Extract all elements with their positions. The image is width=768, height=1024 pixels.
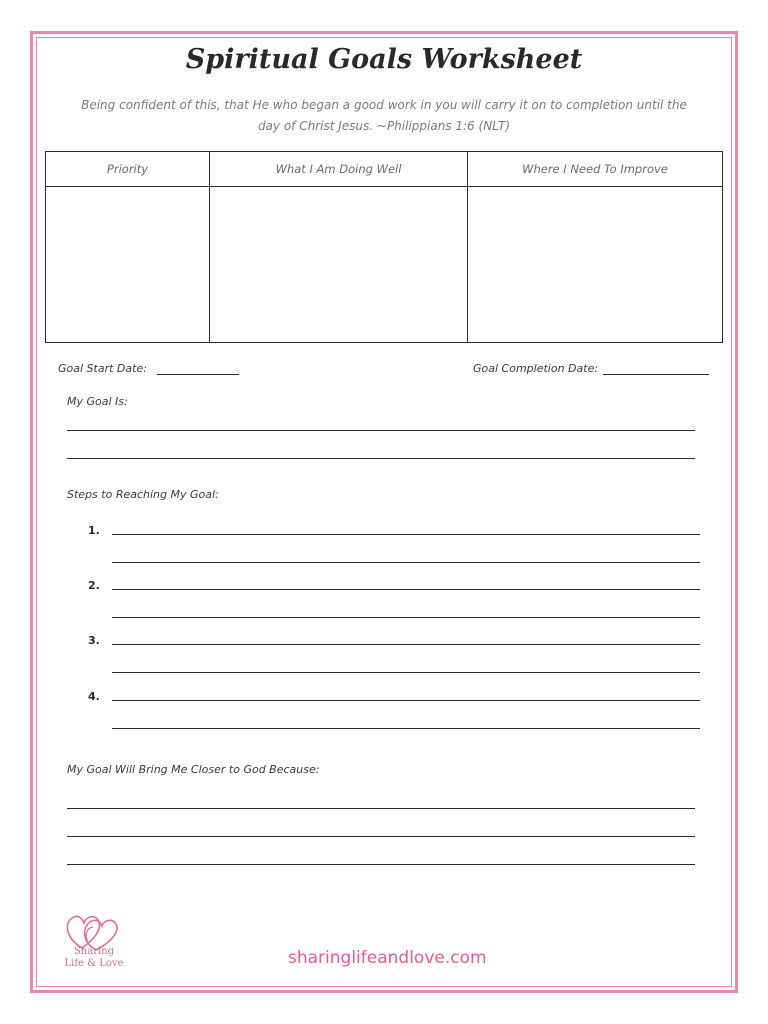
- closer-line-2[interactable]: [67, 836, 695, 837]
- step-number-2: 2.: [88, 579, 100, 592]
- step-number-1: 1.: [88, 524, 100, 537]
- verse-line-2: day of Christ Jesus. ~Philippians 1:6 (NLT): [257, 119, 511, 133]
- scripture-verse: [60, 95, 708, 137]
- header-priority: Priority: [46, 152, 210, 187]
- goal-start-label: Goal Start Date:: [58, 362, 147, 375]
- step-3-line-1[interactable]: [112, 644, 700, 645]
- step-4-line-1[interactable]: [112, 700, 700, 701]
- verse-line-1: Being confident of this, that He who began a good work in you will carry it on to completion until the: [81, 98, 687, 112]
- website-url: sharinglifeandlove.com: [288, 948, 487, 968]
- steps-label: Steps to Reaching My Goal:: [67, 488, 219, 501]
- goal-completion-field[interactable]: [603, 362, 709, 375]
- step-1-line-2[interactable]: [112, 562, 700, 563]
- improve-cell[interactable]: [468, 187, 723, 343]
- worksheet-title: Spiritual Goals Worksheet: [185, 44, 583, 75]
- closer-line-3[interactable]: [67, 864, 695, 865]
- step-2-line-1[interactable]: [112, 589, 700, 590]
- priority-table: [45, 151, 723, 343]
- step-number-3: 3.: [88, 634, 100, 647]
- closer-to-god-label: My Goal Will Bring Me Closer to God Because:: [67, 763, 320, 776]
- doing-well-cell[interactable]: [210, 187, 468, 343]
- goal-completion-label: Goal Completion Date:: [473, 362, 599, 375]
- closer-line-1[interactable]: [67, 808, 695, 809]
- step-number-4: 4.: [88, 690, 100, 703]
- my-goal-line-2[interactable]: [67, 458, 695, 459]
- header-doing-well: What I Am Doing Well: [210, 152, 468, 187]
- my-goal-line-1[interactable]: [67, 430, 695, 431]
- priority-cell[interactable]: [46, 187, 210, 343]
- my-goal-label: My Goal Is:: [67, 395, 128, 408]
- step-1-line-1[interactable]: [112, 534, 700, 535]
- logo-line-1: Sharing: [73, 946, 115, 957]
- step-4-line-2[interactable]: [112, 728, 700, 729]
- step-2-line-2[interactable]: [112, 617, 700, 618]
- logo-text: [46, 946, 142, 970]
- header-improve: Where I Need To Improve: [468, 152, 723, 187]
- step-3-line-2[interactable]: [112, 672, 700, 673]
- table-header-row: [46, 152, 723, 187]
- table-row: [46, 187, 723, 343]
- goal-start-field[interactable]: [157, 362, 239, 375]
- logo-line-2: Life & Love: [64, 958, 124, 969]
